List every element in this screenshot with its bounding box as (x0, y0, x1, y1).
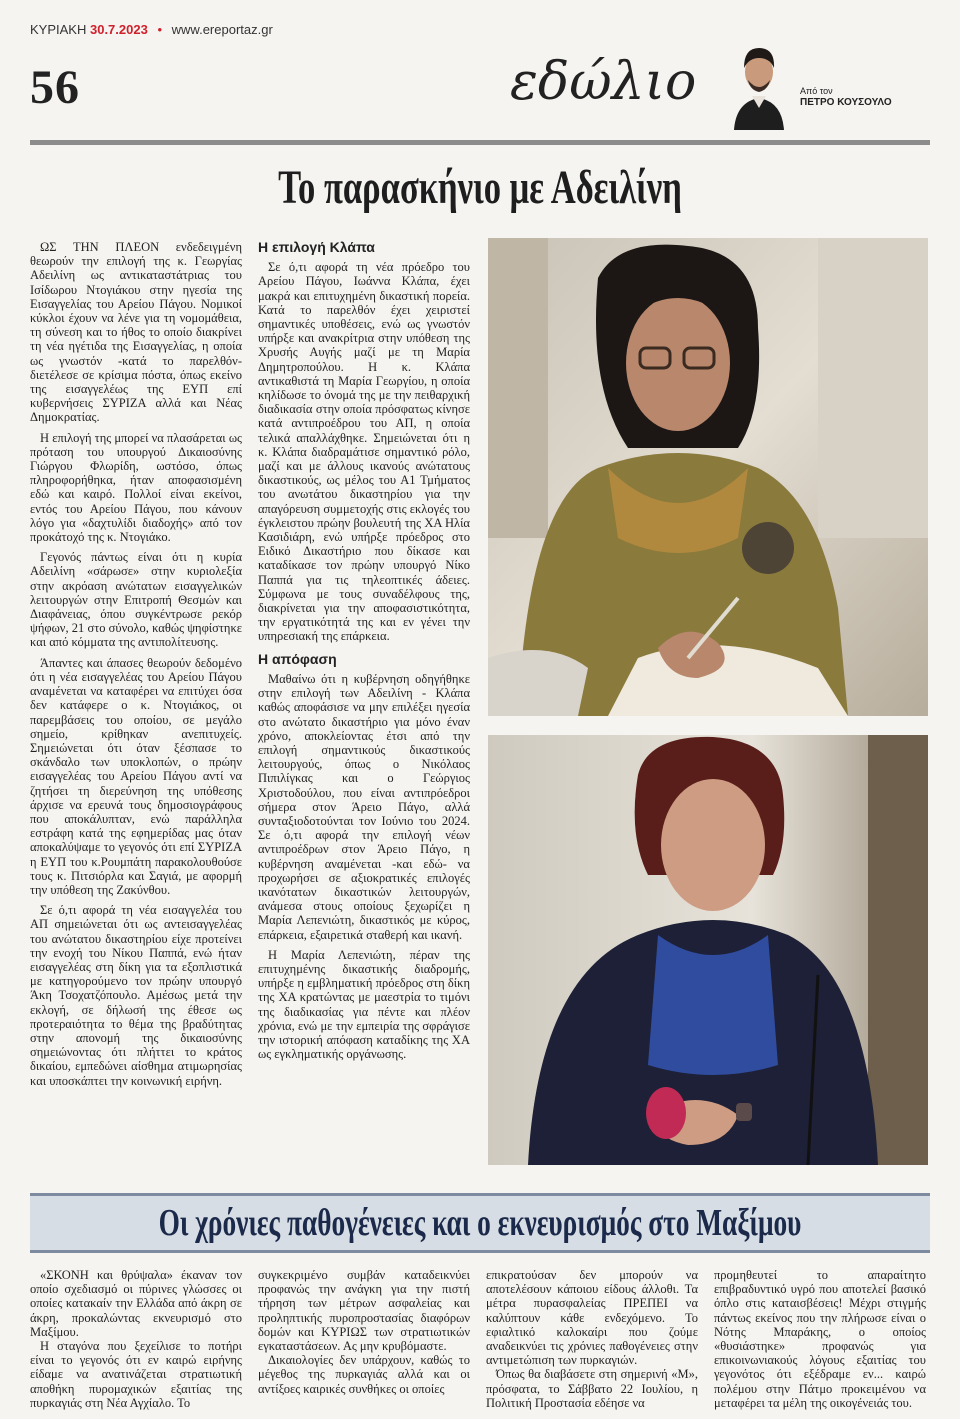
woman-seated-photo-icon (488, 735, 928, 1165)
article-column-2 (258, 240, 470, 1061)
author-byline (800, 86, 892, 108)
subheading-klapa: Η επιλογή Κλάπα (258, 239, 375, 255)
article-headline: Το παρασκήνιο με Αδειλίνη (278, 161, 682, 214)
issue-date: 30.7.2023 (89, 22, 148, 37)
box-column-1 (30, 1268, 242, 1410)
header-rule (30, 140, 930, 145)
paragraph: Σε ό,τι αφορά τη νέα εισαγγελέα του ΑΠ σημειώνεται ότι ως αντεισαγγελέας του ανώτατου δικαστηρίου είχε προτείνει την ενοχή του Νίκου Παππά, ενώ ήταν εισαγγελέας στη δίκη για τα εξοπλιστικά με κατηγορούμενο τον πρώην υπουργό Άκη Τσοχατζόπουλο. Αμέσως μετά την εκλογή, σε δήλωσή της έθεσε ως προτεραιότητα το θέμα της βραδύτητας στην απονομή της δικαιοσύνης σημειώνοντας ότι πλήττει το κράτος δικαίου, εμπεδώνει αίσθημα ατιμωρησίας και υποσκάπτει την κοινωνική ειρήνη. (30, 903, 242, 1088)
page-number: 56 (30, 61, 80, 114)
paragraph: επικρατούσαν δεν μπορούν να αποτελέσουν κάποιου είδους άλλοθι. Τα μέτρα πυρασφαλείας ΠΡΕΠΕΙ να καλύπτουν κάθε ενδεχόμενο. Το εφιαλτικό καλοκαίρι που ζούμε αναδεικνύει τις χρόνιες παθογένειες στην αντιμετώπιση των πυρκαγιών. (486, 1268, 698, 1368)
website-link[interactable]: www.ereportaz.gr (171, 22, 273, 37)
paragraph: Άπαντες και άπασες θεωρούν δεδομένο ότι η νέα εισαγγελέας του Αρείου Πάγου αναμένεται να καταφέρει να επιτύχει όσα δεν κατάφερε ο κ. Ντογιάκος, οι παρεμβάσεις του οποίου, σε μεγάλο σημείο, κρίθηκαν ανεπιτυχείς. Σημειώνεται ότι όταν ξέσπασε το σκάνδαλο των υποκλοπών, ο πρώην εισαγγελέας του Αρείου Πάγου αντί να ζητήσει τη διερεύνηση της υπόθεσης άρχισε να ερευνά τους δημοσιογράφους που αποκάλυπταν, ενώ παράλληλα εστράφη κατά της εφημερίδας μας όταν αποκαλύψαμε το γεγονός ότι επί ΣΥΡΙΖΑ η ΕΥΠ του κ.Ρουμπάτη παρακολουθούσε τους κ. Πιτσιόρλα και Σαγιά, με αφορμή την υπόθεση της Ζακύνθου. (30, 655, 242, 897)
paragraph: Όπως θα διαβάσετε στη σημερινή «Μ», πρόσφατα, το Σάββατο 22 Ιουλίου, η Πολιτική Προστασία εδέησε να (486, 1367, 698, 1410)
box-column-3 (486, 1268, 698, 1410)
paragraph: «ΣΚΟΝΗ και θρύψαλα» έκαναν τον οποίο σχεδιασμό οι πύρινες γλώσσες οι οποίες κατακαίν την Ελλάδα από άκρη σε άκρη, προκαλώντας εκνευρισμό στο Μαξίμου. (30, 1268, 242, 1339)
paragraph: Γεγονός πάντως είναι ότι η κυρία Αδειλίνη «σάρωσε» στην κυριολεξία στην ακρόαση ανώτατων εισαγγελικών λειτουργών στην Επιτροπή Θεσμών και Διαφάνειας, όπου συγκέντρωσε ρεκόρ ψήφων, 21 στο σύνολο, καθώς ψηφίστηκε και από κόμματα της αντιπολίτευσης. (30, 550, 242, 650)
box-title: Οι χρόνιες παθογένειες και ο εκνευρισμός στο Μαξίμου (158, 1202, 802, 1244)
paragraph: Η επιλογή της μπορεί να πλασάρεται ως πρόταση του υπουργού Δικαιοσύνης Γιώργου Φλωρίδη, ωστόσο, όπως πληροφορήθηκα, ήταν αποφασισμένη εδώ και καιρό. Πολλοί είναι εκείνοι, εντός του Αρείου Πάγου, που κάνουν λόγο για «δαχτυλίδι διαδοχής» από τον προκάτοχό της κ. Ντογιάκο. (30, 430, 242, 545)
paragraph: ΩΣ ΤΗΝ ΠΛΕΟΝ ενδεδειγμένη θεωρούν την επιλογή της κ. Γεωργίας Αδειλίνη ως αντικαταστάτριας του Ισίδωρου Ντογιάκου στην ηγεσία της Εισαγγελίας του Αρείου Πάγου. Νομικοί κύκλοι έχουν να λένε για τη νομομάθεια, τη σύνεση και το ήθος το οποίο διακρίνει τη νέα ηγέτιδα της Εισαγγελίας, η οποία ως γνωστόν -κατά το παρελθόν- διετέλεσε σε κρίσιμα πόστα, όπως εκείνο της εισαγγελέως της ΕΥΠ επί κυβερνήσεις ΣΥΡΙΖΑ αλλά και Νέας Δημοκρατίας. (30, 240, 242, 425)
paragraph: προμηθευτεί το απαραίτητο επιβραδυντικό υγρό που αποτελεί βασικό όπλο στις καταισβέσεις! Μέχρι στιγμής πάντως εκείνος που την πλήρωσε είναι ο Νότης Μπαράκης, ο οποίος «θυσιάστηκε» προφανώς για επικοινωνιακούς λόγους εξαιτίας του γεγονότος ότι εξέδραμε εν... καιρώ πολέμου στην Πάτμο προκειμένου να μεταφέρει τα μέλη της οικογένειάς του. (714, 1268, 926, 1410)
day-label: ΚΥΡΙΑΚΗ (30, 22, 87, 37)
top-info-line (30, 22, 273, 37)
box-column-2 (258, 1268, 470, 1396)
paragraph: Σε ό,τι αφορά τη νέα πρόεδρο του Αρείου Πάγου, Ιωάννα Κλάπα, έχει μακρά και επιτυχημένη δικαστική πορεία. Κατά το παρελθόν έχει χειριστεί σημαντικές υποθέσεις, ενώ ως γνωστόν υπήρξε και ανακρίτρια στην υπόθεση της Χρυσής Αυγής μαζί με τη Μαρία Δημητροπούλου. Η κ. Κλάπα αντικαθιστά τη Μαρία Γεωργίου, η οποία κηλίδωσε το όνομά της με την πειθαρχική διαδικασία στην οποία πρόσφατως κίνησε κατά αντιπροέδρου του ΑΠ, η οποία τελικά απαλλάχθηκε. Σημειώνεται ότι η κ. Κλάπα διαδραμάτισε σημαντικό ρόλο, μαζί και με άλλους ικανούς ανώτατους δικαστικούς, ως μέλος του Α1 Τμήματος του ανωτάτου δικαστηρίου για την απαγόρευση συμμετοχής στις εκλογές του έγκλειστου πρώην βουλευτή της ΧΑ Ηλία Κασιδιάρη, ενώ υπήρξε πρόεδρος στο Ειδικό Δικαστήριο που δίκασε και καταδίκασε τον πρώην υπουργό Νίκο Παππά για τις τηλεοπτικές άδειες. Σύμφωνα με τους συναδέλφους της, διακρίνεται για την αποφασιστικότητα, την εργατικότητά της και εν γένει την υπηρεσιακή της επάρκεια. (258, 260, 470, 644)
paragraph: Δικαιολογίες δεν υπάρχουν, καθώς το μέγεθος της πυρκαγιάς αλλά και οι αντίξοες καιρικές συνθήκες οι οποίες (258, 1353, 470, 1396)
paragraph: Η Μαρία Λεπενιώτη, πέραν της επιτυχημένης δικαστικής διαδρομής, υπήρξε η εμβληματική πρόεδρος στη δίκη της ΧΑ κρατώντας με μαεστρία το τιμόνι της διαδικασίας για πέντε και πλέον χρόνια, ενώ με την εμπειρία της σφράγισε την ιστορική απόφαση καταδίκης της ΧΑ ως εγκληματικής οργάνωσης. (258, 947, 470, 1062)
paragraph: Η σταγόνα που ξεχείλισε το ποτήρι είναι το γεγονός ότι εν καιρώ ειρήνης είδαμε να ανατινάζεται στρατιωτική αποθήκη πυρομαχικών εξαιτίας της πυρκαγιάς στη Νέα Αγχίαλο. Το (30, 1339, 242, 1410)
author-name: ΠΕΤΡΟ ΚΟΥΣΟΥΛΟ (800, 97, 892, 108)
section-title: εδώλιο (510, 52, 697, 112)
paragraph: συγκεκριμένο συμβάν καταδεικνύει προφανώς την ανάγκη για την πιστή τήρηση των μέτρων ασφαλείας και προληπτικής πυροπροστασίας διαφόρων δομών και ΚΥΡΙΩΣ των στρατιωτικών εγκαταστάσεων. Ας μην κρυβόμαστε. (258, 1268, 470, 1354)
separator-dot: • (157, 22, 163, 37)
article-column-1 (30, 240, 242, 1088)
author-prefix: Από τον (800, 86, 833, 96)
subheading-decision: Η απόφαση (258, 650, 337, 667)
box-column-4 (714, 1268, 926, 1410)
paragraph: Μαθαίνω ότι η κυβέρνηση οδηγήθηκε στην επιλογή των Αδειλίνη - Κλάπα καθώς αποφάσισε να μην επιλέξει ηγεσία στο ανώτατο δικαστήριο για μόνο έναν χρόνο, αποκλείοντας έτσι από την επιλογή σημαντικούς δικαστικούς λειτουργούς, όπως ο Νικόλαος Πιπιλίγκας και ο Γεώργιος Χριστοδούλου, που είναι αντιπρόεδροι σήμερα στον Άρειο Πάγο, αλλά συνταξιοδοτούνται τον Ιούνιο του 2024. Σε ό,τι αφορά την επιλογή νέων αντιπροέδρων στον Άρειο Πάγο, η κυβέρνηση αναμένεται -και εδώ- να προχωρήσει σε αξιοκρατικές επιλογές ικανότατων δικαστικών λειτουργών, ανάμεσα στους οποίους ξεχωρίζει η Μαρία Λεπενιώτη, δικαστικός με κύρος, επάρκεια, εξαιρετικά σταθερή και ικανή. (258, 671, 470, 942)
woman-writing-photo-icon (488, 238, 928, 716)
author-portrait-icon (728, 38, 790, 130)
